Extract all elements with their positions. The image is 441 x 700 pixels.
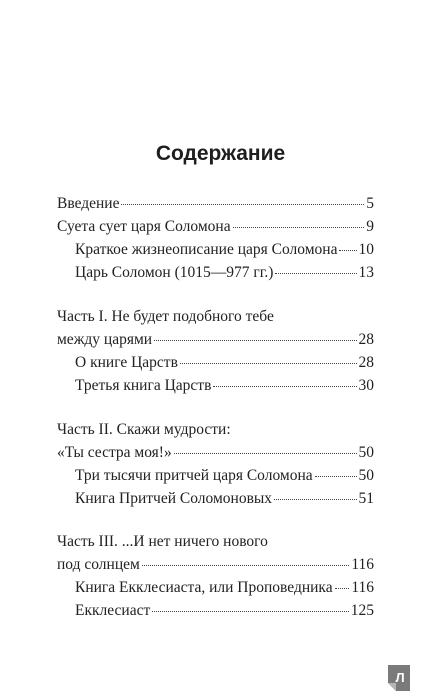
toc-page-number: 9 xyxy=(366,218,374,235)
toc-entry-part2 xyxy=(57,444,374,462)
toc-entry-label: Третья книга Царств xyxy=(75,377,212,394)
toc-page-number: 116 xyxy=(351,556,374,573)
dot-leader xyxy=(339,250,356,251)
dot-leader xyxy=(315,476,357,477)
dot-leader xyxy=(335,588,350,589)
toc-entry-label: Введение xyxy=(57,195,120,212)
dot-leader xyxy=(142,565,350,566)
toc-entry-king-solomon xyxy=(75,264,374,282)
toc-page-number: 28 xyxy=(358,354,374,371)
publisher-logo-icon xyxy=(388,665,410,691)
toc-page-number: 10 xyxy=(358,241,374,258)
dot-leader xyxy=(213,386,356,387)
toc-entry-label: Екклесиаст xyxy=(75,602,151,619)
dot-leader xyxy=(121,204,364,205)
toc-page-number: 116 xyxy=(351,579,374,596)
dot-leader xyxy=(154,340,356,341)
toc-entry-label: Книга Екклесиаста, или Проповедника xyxy=(75,579,333,596)
toc-entry-label: «Ты сестра моя!» xyxy=(57,444,172,461)
toc-part3-heading: Часть III. ...И нет ничего нового xyxy=(57,533,268,550)
toc-page-number: 50 xyxy=(358,467,374,484)
toc-entry-label: Краткое жизнеописание царя Соломона xyxy=(75,241,338,258)
dot-leader xyxy=(180,363,357,364)
toc-entry-label: О книге Царств xyxy=(75,354,178,371)
dot-leader xyxy=(233,227,365,228)
toc-entry-brief-bio xyxy=(75,241,374,259)
toc-page-number: 125 xyxy=(350,602,374,619)
toc-page-number: 13 xyxy=(358,264,374,281)
toc-part2-heading: Часть II. Скажи мудрости: xyxy=(57,421,231,438)
toc-entry-part3 xyxy=(57,556,374,574)
toc-entry-label: Книга Притчей Соломоновых xyxy=(75,490,273,507)
dot-leader xyxy=(152,611,349,612)
toc-entry-label: Три тысячи притчей царя Соломона xyxy=(75,467,313,484)
toc-page-number: 30 xyxy=(358,377,374,394)
toc-entry-ecclesiastes xyxy=(75,602,374,620)
toc-entry-proverbs xyxy=(75,490,374,508)
toc-entry-ecclesiastes-book xyxy=(75,579,374,597)
toc-page-number: 5 xyxy=(366,195,374,212)
toc-entry-kings-book xyxy=(75,354,374,372)
toc-entry-label: под солнцем xyxy=(57,556,140,573)
toc-entry-part1 xyxy=(57,331,374,349)
toc-page-number: 28 xyxy=(358,331,374,348)
toc-part1-heading: Часть I. Не будет подобного тебе xyxy=(57,308,274,325)
toc-page-number: 50 xyxy=(358,444,374,461)
page-title: Содержание xyxy=(155,142,286,165)
toc-entry-label: Суета сует царя Соломона xyxy=(57,218,231,235)
toc-entry-vanity xyxy=(57,218,374,236)
dot-leader xyxy=(174,453,357,454)
svg-text:Л: Л xyxy=(395,670,405,685)
dot-leader xyxy=(275,273,356,274)
toc-entry-third-kings xyxy=(75,377,374,395)
toc-entry-three-thousand xyxy=(75,467,374,485)
toc-entry-intro xyxy=(57,195,374,213)
toc-entry-label: между царями xyxy=(57,331,153,348)
toc-page-number: 51 xyxy=(358,490,374,507)
dot-leader xyxy=(274,499,356,500)
toc-entry-label: Царь Соломон (1015—977 гг.) xyxy=(75,264,274,281)
